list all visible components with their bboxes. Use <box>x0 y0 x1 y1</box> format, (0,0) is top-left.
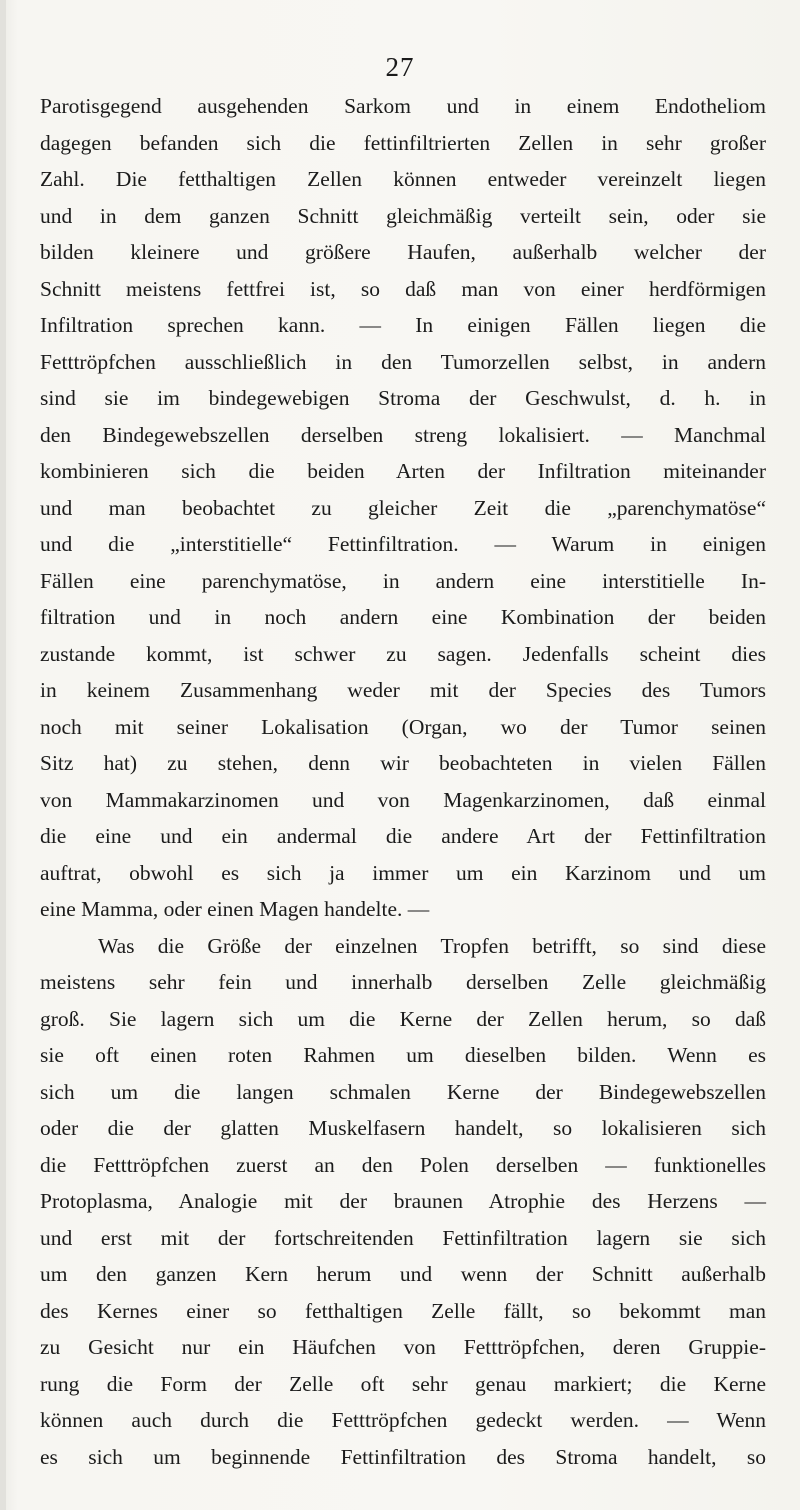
page-number: 27 <box>385 52 415 82</box>
text-line: zu Gesicht nur ein Häufchen von Fetttröpfchen, deren Gruppie- <box>40 1335 766 1359</box>
text-line: in keinem Zusammenhang weder mit der Species des Tumors <box>40 678 766 702</box>
body-text <box>40 88 766 1475</box>
text-line: und die „interstitielle“ Fettinfiltration. — Warum in einigen <box>40 532 766 556</box>
text-line: sie oft einen roten Rahmen um dieselben bilden. Wenn es <box>40 1043 766 1067</box>
text-line: filtration und in noch andern eine Kombination der beiden <box>40 605 766 629</box>
paragraph-start-line: Was die Größe der einzelnen Tropfen betrifft, so sind diese <box>98 933 766 958</box>
text-line: die eine und ein andermal die andere Art der Fettinfiltration <box>40 824 766 848</box>
text-line: meistens sehr fein und innerhalb derselben Zelle gleichmäßig <box>40 970 766 994</box>
text-line: des Kernes einer so fetthaltigen Zelle fällt, so bekommt man <box>40 1298 766 1323</box>
text-line: den Bindegewebszellen derselben streng lokalisiert. — Manchmal <box>40 422 766 447</box>
text-line: auftrat, obwohl es sich ja immer um ein Karzinom und um <box>40 860 766 885</box>
text-line: um den ganzen Kern herum und wenn der Schnitt außerhalb <box>40 1262 766 1286</box>
text-line: es sich um beginnende Fettinfiltration des Stroma handelt, so <box>40 1444 766 1469</box>
text-line: von Mammakarzinomen und von Magenkarzinomen, daß einmal <box>40 787 766 812</box>
text-line: Fetttröpfchen ausschließlich in den Tumorzellen selbst, in andern <box>40 349 766 374</box>
text-line: rung die Form der Zelle oft sehr genau markiert; die Kerne <box>40 1371 766 1396</box>
text-line: kombinieren sich die beiden Arten der Infiltration miteinander <box>40 459 766 483</box>
text-line: dagegen befanden sich die fettinfiltrierten Zellen in sehr großer <box>40 130 766 155</box>
text-line: oder die der glatten Muskelfasern handelt, so lokalisieren sich <box>40 1116 766 1140</box>
text-line: Schnitt meistens fettfrei ist, so daß man von einer herdförmigen <box>40 276 766 301</box>
text-line: Parotisgegend ausgehenden Sarkom und in einem Endotheliom <box>40 94 766 118</box>
text-line: Infiltration sprechen kann. — In einigen Fällen liegen die <box>40 313 766 337</box>
text-line: sich um die langen schmalen Kerne der Bindegewebszellen <box>40 1079 766 1104</box>
text-line: und man beobachtet zu gleicher Zeit die „parenchymatöse“ <box>40 495 766 520</box>
text-line: groß. Sie lagern sich um die Kerne der Zellen herum, so daß <box>40 1006 766 1031</box>
text-line: Sitz hat) zu stehen, denn wir beobachteten in vielen Fällen <box>40 751 766 775</box>
text-line: Protoplasma, Analogie mit der braunen Atrophie des Herzens — <box>40 1189 766 1213</box>
text-line: können auch durch die Fetttröpfchen gedeckt werden. — Wenn <box>40 1408 766 1432</box>
text-line: sind sie im bindegewebigen Stroma der Geschwulst, d. h. in <box>40 386 766 410</box>
text-line: die Fetttröpfchen zuerst an den Polen derselben — funktionelles <box>40 1152 766 1177</box>
text-line: und erst mit der fortschreitenden Fettinfiltration lagern sie sich <box>40 1225 766 1250</box>
text-line: noch mit seiner Lokalisation (Organ, wo der Tumor seinen <box>40 714 766 739</box>
text-line: und in dem ganzen Schnitt gleichmäßig verteilt sein, oder sie <box>40 203 766 228</box>
text-line: Fällen eine parenchymatöse, in andern eine interstitielle In- <box>40 568 766 593</box>
text-line: zustande kommt, ist schwer zu sagen. Jedenfalls scheint dies <box>40 641 766 666</box>
text-line: bilden kleinere und größere Haufen, außerhalb welcher der <box>40 240 766 264</box>
text-line: Zahl. Die fetthaltigen Zellen können entweder vereinzelt liegen <box>40 167 766 191</box>
page-gutter <box>0 0 6 1510</box>
paragraph-end-line: eine Mamma, oder einen Magen handelte. — <box>40 897 430 921</box>
